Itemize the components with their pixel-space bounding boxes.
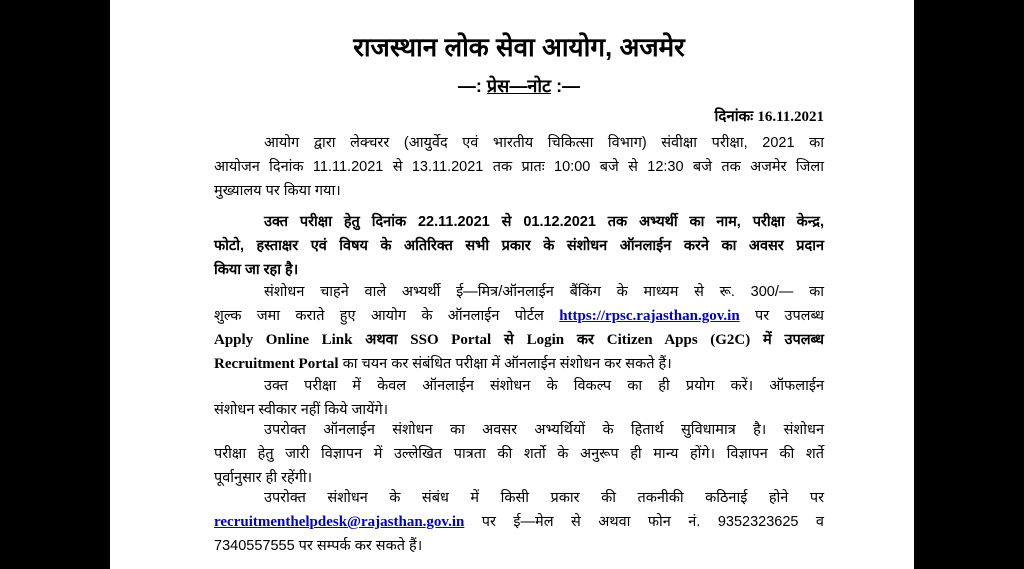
press-note-label: प्रेस—नोट bbox=[486, 76, 552, 96]
date-value: 16.11.2021 bbox=[757, 109, 824, 125]
press-note-heading: —: प्रेस—नोट :— bbox=[457, 76, 581, 96]
page-title: राजस्थान लोक सेवा आयोग, अजमेर bbox=[353, 32, 685, 62]
date-line bbox=[715, 106, 824, 126]
paragraph-4: उक्त परीक्षा में केवल ऑनलाईन संशोधन के विकल्प का ही प्रयोग करें। ऑफलाईन संशोधन स्वीकार नहीं किये जायेंगे। bbox=[214, 378, 824, 418]
paragraph-3: संशोधन चाहने वाले अभ्यर्थी ई—मित्र/ऑनलाईन बैंकिंग के माध्यम से रू. 300/— का शुल्क जमा कराते हुए आयोग के ऑनलाईन पोर्टल https://rpsc.rajasthan.gov.in पर उपलब्ध Apply Online Link अथवा SSO Portal से Login कर Citizen Apps (G2C) में उपलब्ध Recruitment Portal का चयन कर संबंधित परीक्षा में ऑनलाईन संशोधन कर सकते हैं। bbox=[214, 284, 825, 372]
paragraph-5: उपरोक्त ऑनलाईन संशोधन का अवसर अभ्यर्थियों के हितार्थ सुविधामात्र है। संशोधन परीक्षा हेतु जारी विज्ञापन में उल्लेखित पात्रता की शर्तो के अनुरूप ही मान्य होंगे। विज्ञापन की शर्ते पूर्वानुसार ही रहेंगी। bbox=[214, 422, 824, 486]
rpsc-portal-link[interactable]: https://rpsc.rajasthan.gov.in bbox=[559, 308, 740, 324]
paragraph-6: उपरोक्त संशोधन के संबंध में किसी प्रकार की तकनीकी कठिनाई होने पर recruitmenthelpdesk@rajasthan.gov.in पर ई—मेल से अथवा फोन नं. 9352323625 व 7340557555 पर सम्पर्क कर सकते हैं। bbox=[214, 490, 824, 554]
document-page bbox=[110, 0, 914, 569]
paragraph-2: उक्त परीक्षा हेतु दिनांक 22.11.2021 से 01.12.2021 तक अभ्यर्थी का नाम, परीक्षा केन्द्र, फोटो, हस्ताक्षर एवं विषय के अतिरिक्त सभी प्रकार के संशोधन ऑनलाईन करने का अवसर प्रदान किया जा रहा है। bbox=[214, 214, 824, 278]
date-label: दिनांकः bbox=[714, 108, 758, 125]
helpdesk-email-link[interactable]: recruitmenthelpdesk@rajasthan.gov.in bbox=[214, 514, 465, 530]
paragraph-1: आयोग द्वारा लेक्चरर (आयुर्वेद एवं भारतीय चिकित्सा विभाग) संवीक्षा परीक्षा, 2021 का आयोजन दिनांक 11.11.2021 से 13.11.2021 तक प्रातः 10:00 बजे से 12:30 बजे तक अजमेर जिला मुख्यालय पर किया गया। bbox=[214, 135, 824, 199]
